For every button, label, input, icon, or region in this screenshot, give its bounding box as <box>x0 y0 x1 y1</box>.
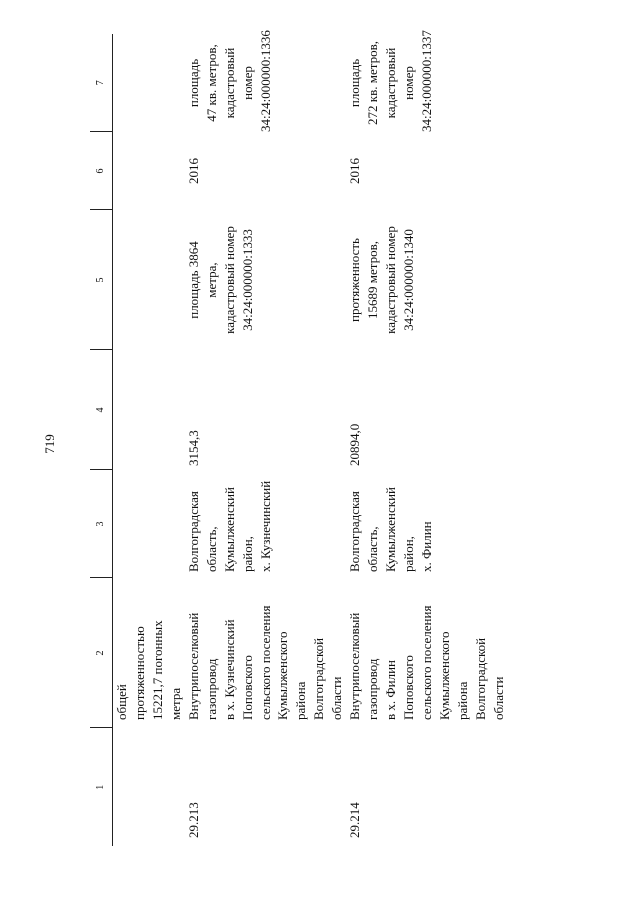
object-year: 2016 <box>185 158 201 184</box>
continuation-name: общей протяженностью 15221,7 погонных метра <box>114 620 183 720</box>
row-number: 29.213 <box>185 802 201 838</box>
column-number-header-row <box>90 34 113 846</box>
table-row <box>346 34 507 846</box>
object-value: 20894,0 <box>347 423 363 466</box>
column-header-1: 1 <box>90 728 113 846</box>
object-characteristics: площадь 3864 метра, кадастровый номер 34:24:000000:1333 <box>185 226 255 334</box>
object-address: Волгоградская область, Кумылженский район, х. Филин <box>347 486 434 572</box>
column-header-4: 4 <box>90 350 113 470</box>
property-register-table-rotated <box>90 30 506 846</box>
object-extra: площадь 272 кв. метров, кадастровый номер 34:24:000000:1337 <box>347 30 434 132</box>
page-number-text: 719 <box>42 434 57 454</box>
object-extra: площадь 47 кв. метров, кадастровый номер 34:24:000000:1336 <box>185 30 273 132</box>
table-row <box>185 34 346 846</box>
row-number: 29.214 <box>347 802 363 838</box>
object-value: 3154,3 <box>185 430 201 466</box>
column-header-7: 7 <box>90 34 113 132</box>
continuation-row <box>113 34 185 846</box>
object-characteristics: протяженность 15689 метров, кадастровый номер 34:24:000000:1340 <box>347 226 416 334</box>
column-header-3: 3 <box>90 470 113 578</box>
object-address: Волгоградская область, Кумылженский район, х. Кузнечинский <box>185 480 273 572</box>
column-header-6: 6 <box>90 132 113 210</box>
column-header-5: 5 <box>90 210 113 350</box>
object-name: Внутрипоселковый газопровод в х. Филин Поповского сельского поселения Кумылженского района Волгоградской области <box>347 605 506 720</box>
object-year: 2016 <box>347 158 363 184</box>
property-register-table <box>90 30 508 846</box>
column-header-2: 2 <box>90 578 113 728</box>
object-name: Внутрипоселковый газопровод в х. Кузнечинский Поповского сельского поселения Кумылженского района Волгоградской области <box>185 605 345 720</box>
